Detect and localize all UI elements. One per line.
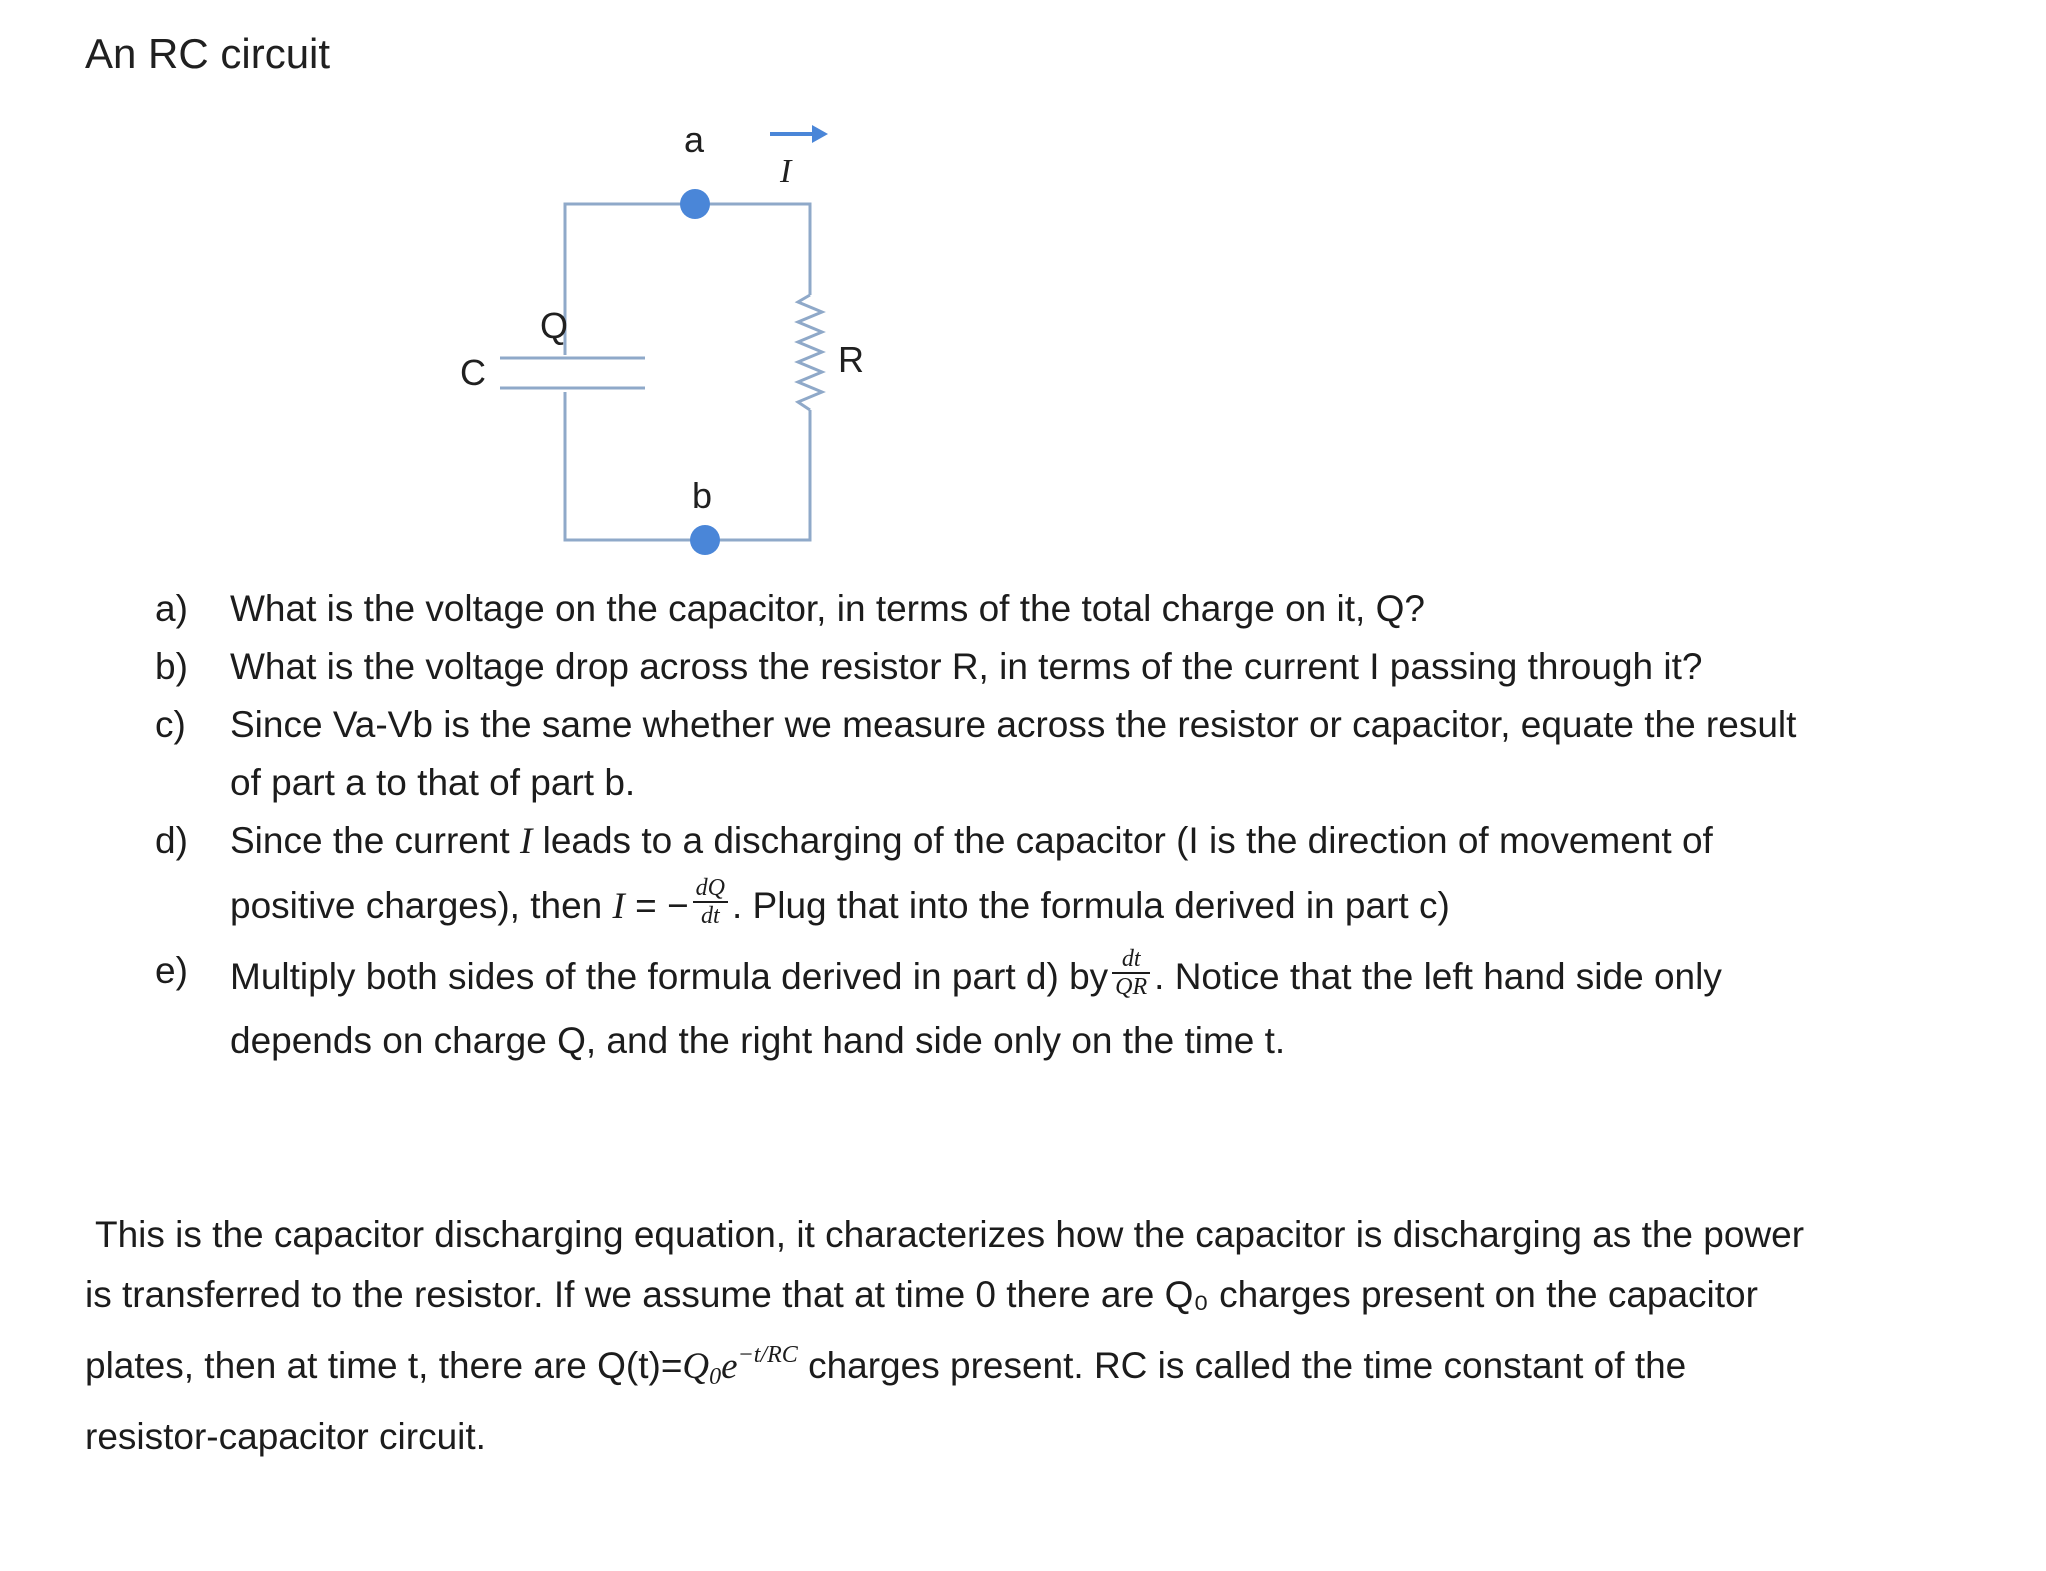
node-b <box>690 525 720 555</box>
label-a: a <box>684 119 705 160</box>
question-text: Since Va-Vb is the same whether we measure across the resistor or capacitor, equate the result <box>230 704 1797 745</box>
summary-line-2: is transferred to the resistor. If we assume that at time 0 there are Q₀ charges present on the capacitor <box>85 1274 1758 1315</box>
question-text-continued: depends on charge Q, and the right hand side only on the time t. <box>230 1020 1286 1061</box>
question-text-line2-a: positive charges), then <box>230 885 613 926</box>
question-text: Since the current <box>230 820 520 861</box>
summary-line-3 <box>85 1325 1985 1407</box>
fraction-dt-qr <box>1112 946 1150 1000</box>
question-text-b: leads to a discharging of the capacitor (I is the direction of movement of <box>532 820 1713 861</box>
math-q: Q <box>682 1346 710 1387</box>
label-capacitor: C <box>460 352 486 393</box>
question-letter: a) <box>155 588 188 629</box>
current-arrow-head <box>812 125 828 143</box>
question-text-line2-b: . Plug that into the formula derived in part c) <box>732 885 1450 926</box>
node-a <box>680 189 710 219</box>
right-bottom-wire <box>705 410 810 540</box>
math-e: e <box>721 1346 738 1387</box>
resistor-zigzag <box>798 295 822 410</box>
question-c <box>155 696 1975 812</box>
left-bottom-wire <box>565 392 705 540</box>
math-subscript-0: 0 <box>709 1364 722 1390</box>
question-letter: b) <box>155 646 188 687</box>
question-e-line1 <box>230 942 1975 1012</box>
italic-current-symbol: I <box>612 886 625 927</box>
math-exponent: −t/RC <box>737 1342 798 1368</box>
question-d <box>155 812 1975 942</box>
summary-line-4: resistor-capacitor circuit. <box>85 1416 486 1457</box>
question-text: Multiply both sides of the formula derived in part d) by <box>230 956 1109 997</box>
fraction-denominator: dt <box>700 903 720 930</box>
label-resistor: R <box>838 339 864 380</box>
fraction-dq-dt <box>693 875 728 929</box>
fraction-numerator: dt <box>1112 946 1150 974</box>
question-letter: e) <box>155 950 188 991</box>
fraction-numerator: dQ <box>693 875 728 903</box>
rc-circuit-diagram <box>440 110 940 580</box>
summary-paragraph <box>85 1205 1985 1467</box>
question-a <box>155 580 1975 638</box>
question-b <box>155 638 1975 696</box>
summary-line-1: This is the capacitor discharging equation, it characterizes how the capacitor is discharging as the power <box>95 1214 1805 1255</box>
label-current: I <box>780 153 792 190</box>
question-e <box>155 942 1975 1070</box>
question-text: What is the voltage on the capacitor, in terms of the total charge on it, Q? <box>230 588 1425 629</box>
equals-minus: = − <box>624 885 689 926</box>
label-b: b <box>692 475 713 516</box>
question-letter: d) <box>155 820 188 861</box>
summary-line-3-a: plates, then at time t, there are Q(t)= <box>85 1345 683 1386</box>
question-letter: c) <box>155 704 186 745</box>
question-text-b: . Notice that the left hand side only <box>1154 956 1722 997</box>
question-d-line2 <box>230 871 1975 942</box>
question-text: What is the voltage drop across the resistor R, in terms of the current I passing through it? <box>230 646 1703 687</box>
page-title: An RC circuit <box>85 30 331 77</box>
top-right-wire <box>695 204 810 295</box>
italic-current-symbol: I <box>519 821 533 862</box>
question-list <box>155 580 1975 1070</box>
question-text-continued: of part a to that of part b. <box>230 762 636 803</box>
top-wire <box>565 204 695 355</box>
fraction-denominator: QR <box>1115 974 1148 1001</box>
summary-line-3-b: charges present. RC is called the time constant of the <box>797 1345 1687 1386</box>
label-charge: Q <box>540 305 569 346</box>
circuit-svg <box>440 110 940 580</box>
